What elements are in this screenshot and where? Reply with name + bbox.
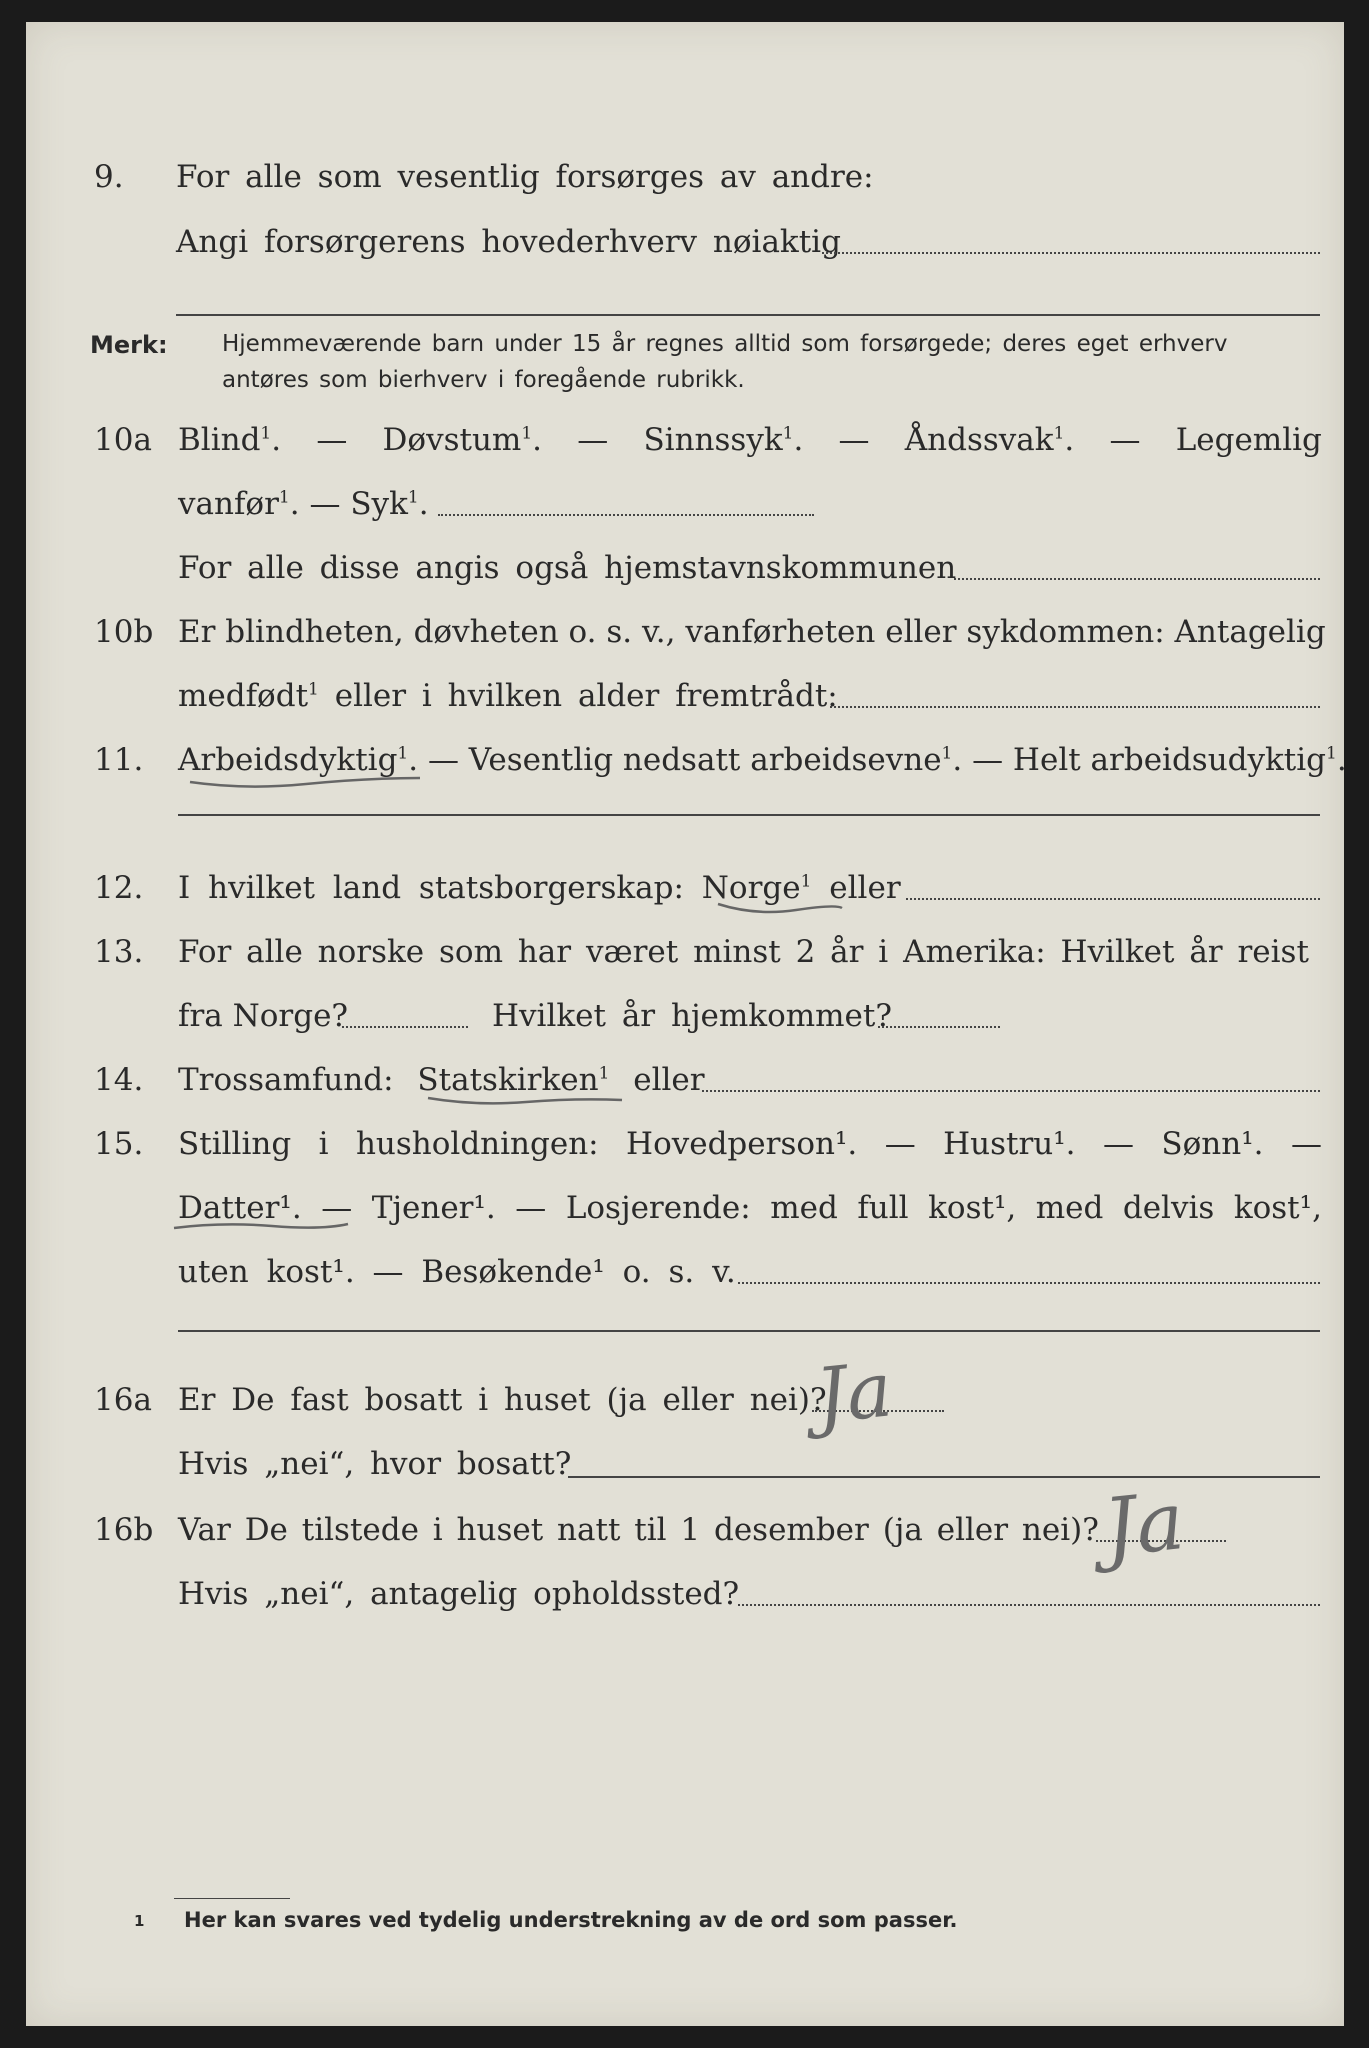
option-blind: Blind$^1$. <box>178 422 282 458</box>
q10a-syk-line[interactable] <box>438 514 814 516</box>
q16a-bosatt-line[interactable] <box>568 1476 1320 1478</box>
underline-statskirken <box>426 1090 626 1110</box>
q12-answer-line[interactable] <box>906 898 1320 900</box>
q13-line1: For alle norske som har været minst 2 år i Amerika: Hvilket år reist <box>178 934 1309 970</box>
q9-line1: For alle som vesentlig forsørges av andre: <box>176 159 874 195</box>
q11-number: 11. <box>94 742 144 778</box>
q10a-line3: For alle disse angis også hjemstavnskommunen <box>178 550 957 586</box>
q10b-line2: medfødt$^1$ eller i hvilken alder fremtrådt: <box>178 678 838 714</box>
q16b-line1: Var De tilstede i huset natt til 1 desember (ja eller nei)? <box>178 1512 1099 1548</box>
underline-datter <box>172 1218 352 1238</box>
q11-line1: Arbeidsdyktig$^1$. — Vesentlig nedsatt arbeidsevne$^1$. — Helt arbeidsudyktig$^1$. <box>178 742 1347 778</box>
q16b-line2: Hvis „nei“, antagelig opholdssted? <box>178 1576 740 1612</box>
option-statskirken: Statskirken <box>417 1062 599 1098</box>
footnote-text: Her kan svares ved tydelig understrekning av de ord som passer. <box>184 1908 958 1932</box>
q16a-number: 16a <box>94 1382 152 1418</box>
q16a-line2: Hvis „nei“, hvor bosatt? <box>178 1446 572 1482</box>
q13-line2a: fra Norge? <box>178 998 349 1034</box>
option-datter: Datter¹. <box>178 1190 302 1226</box>
q10a-kommune-line[interactable] <box>954 578 1320 580</box>
merk-line2: antøres som bierhverv i foregående rubrikk. <box>222 367 745 393</box>
option-dovstum: Døvstum$^1$. <box>382 422 542 458</box>
footnote-mark: 1 <box>134 1912 145 1930</box>
q10a-line2: vanfør$^1$. — Syk$^1$. <box>178 486 429 522</box>
q13-hjemkommet-line[interactable] <box>878 1026 1000 1028</box>
q15-line3: uten kost¹. — Besøkende¹ o. s. v. <box>178 1254 736 1290</box>
q15-answer-line[interactable] <box>738 1282 1320 1284</box>
q13-reist-line[interactable] <box>342 1026 468 1028</box>
option-legemlig: Legemlig <box>1175 422 1322 458</box>
q15-answer-line-2[interactable] <box>178 1330 1320 1332</box>
underline-arbeidsdyktig <box>186 772 426 792</box>
footnote-rule <box>174 1898 290 1899</box>
q15-number: 15. <box>94 1126 144 1162</box>
underline-norge <box>716 898 846 918</box>
q9-number: 9. <box>94 159 124 195</box>
q12-line1: I hvilket land statsborgerskap: Norge$^1$ eller <box>178 870 901 906</box>
q16a-handwritten-answer: Ja <box>811 1344 897 1441</box>
q14-answer-line[interactable] <box>702 1090 1320 1092</box>
q10b-answer-line[interactable] <box>830 706 1320 708</box>
option-norge: Norge <box>701 870 801 906</box>
q16a-line1: Er De fast bosatt i huset (ja eller nei)? <box>178 1382 827 1418</box>
q10b-number: 10b <box>94 614 154 650</box>
q9-answer-line-2[interactable] <box>176 314 1320 316</box>
q10a-number: 10a <box>94 422 152 458</box>
q14-line1: Trossamfund: Statskirken$^1$ eller <box>178 1062 705 1098</box>
census-form-page <box>26 22 1347 2026</box>
q15-line1: Stilling i husholdningen: Hovedperson¹. — Hustru¹. — Sønn¹. — <box>178 1126 1322 1162</box>
q16b-opholdssted-line[interactable] <box>738 1604 1320 1606</box>
q12-number: 12. <box>94 870 144 906</box>
q9-line2: Angi forsørgerens hovederhverv nøiaktig <box>176 224 841 260</box>
q9-answer-line[interactable] <box>822 252 1320 254</box>
option-sinnssyk: Sinnssyk$^1$. <box>643 422 804 458</box>
q15-line2: Datter¹. — Tjener¹. — Losjerende: med full kost¹, med delvis kost¹, <box>178 1190 1322 1226</box>
merk-line1: Hjemmeværende barn under 15 år regnes alltid som forsørgede; deres eget erhverv <box>222 331 1228 357</box>
q11-answer-line[interactable] <box>178 814 1320 816</box>
q13-line2b: Hvilket år hjemkommet? <box>492 998 892 1034</box>
option-arbeidsdyktig: Arbeidsdyktig <box>178 742 398 778</box>
merk-label: Merk: <box>90 331 168 359</box>
q13-number: 13. <box>94 934 144 970</box>
q14-number: 14. <box>94 1062 144 1098</box>
option-andssvak: Åndssvak$^1$. <box>904 422 1075 458</box>
q10b-line1: Er blindheten, døvheten o. s. v., vanførheten eller sykdommen: Antagelig <box>178 614 1326 650</box>
q16b-handwritten-answer: Ja <box>1099 1474 1189 1575</box>
q10a-line1: Blind$^1$. — Døvstum$^1$. — Sinnssyk$^1$. — Åndssvak$^1$. — Legemlig <box>178 422 1322 458</box>
q16b-number: 16b <box>94 1512 154 1548</box>
